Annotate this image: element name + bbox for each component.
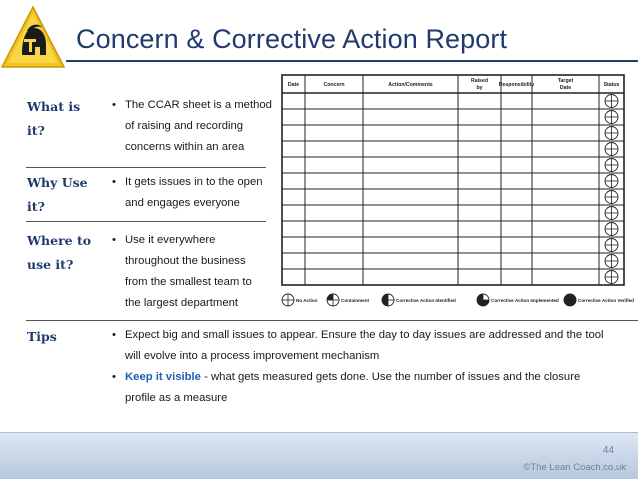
section-divider bbox=[26, 320, 638, 321]
legend-fill-quadrant bbox=[382, 294, 388, 300]
legend-fill-quadrant bbox=[382, 300, 388, 306]
section-text-where-to-use-it: • Use it everywhere throughout the business from the smallest team to the largest department bbox=[112, 230, 252, 314]
page-number: 44 bbox=[602, 445, 614, 456]
section-text-what-is-it: • The CCAR sheet is a method of raising and recording concerns within an area bbox=[112, 95, 272, 158]
section-divider bbox=[26, 221, 266, 222]
form-header-label: Date bbox=[287, 82, 300, 88]
page-title: Concern & Corrective Action Report bbox=[76, 24, 508, 54]
footer-rule bbox=[0, 432, 638, 433]
legend-label: Corrective Action Identified bbox=[396, 298, 456, 303]
bullet: • bbox=[112, 99, 116, 111]
form-header-label: Target bbox=[557, 78, 574, 84]
section-label-why-use-it: Why Use it? bbox=[27, 175, 88, 214]
helmet-triangle-icon bbox=[0, 5, 66, 71]
section-divider bbox=[26, 167, 266, 168]
title-underline bbox=[66, 60, 638, 62]
form-header-label: Responsibility bbox=[498, 82, 535, 88]
legend-label: Corrective Action Verified bbox=[578, 298, 634, 303]
keep-it-visible-emphasis: Keep it visible bbox=[125, 371, 201, 383]
legend-fill-quadrant bbox=[483, 300, 489, 306]
legend-fill-quadrant bbox=[477, 294, 483, 300]
form-header-label: Date bbox=[559, 85, 572, 91]
bullet: • bbox=[112, 234, 116, 246]
copyright: ©The Lean Coach.co.uk bbox=[523, 462, 626, 473]
ccar-form-grid bbox=[270, 71, 638, 315]
form-header-label: Concern bbox=[323, 82, 345, 88]
legend-fill-quadrant bbox=[564, 300, 570, 306]
legend-fill-quadrant bbox=[564, 294, 570, 300]
form-header-label: Status bbox=[603, 82, 620, 88]
legend-label: No Action bbox=[296, 298, 318, 303]
bullet: • bbox=[112, 329, 116, 341]
form-header-label: by bbox=[476, 85, 483, 91]
section-label-where-to-use-it: Where to use it? bbox=[27, 233, 92, 272]
section-label-what-is-it: What is it? bbox=[27, 99, 81, 138]
form-header-label: Raised bbox=[470, 78, 489, 84]
legend-label: Containment bbox=[341, 298, 370, 303]
legend-fill-quadrant bbox=[570, 294, 576, 300]
ccar-form bbox=[270, 71, 638, 315]
legend-fill-quadrant bbox=[477, 300, 483, 306]
legend-fill-quadrant bbox=[570, 300, 576, 306]
section-text-why-use-it: • It gets issues in to the open and engages everyone bbox=[112, 172, 263, 214]
lean-coach-logo bbox=[0, 5, 66, 71]
legend-label: Corrective Action Implemented bbox=[491, 298, 559, 303]
section-text-tips: • Expect big and small issues to appear. Ensure the day to day issues are addressed and the tool will evolve into a process improvement mechanism • Keep it visible - what gets measured gets done. Use the number of issues and the closure profile as a measure bbox=[112, 325, 632, 409]
form-border bbox=[282, 75, 624, 285]
bullet: • bbox=[112, 176, 116, 188]
bullet: • bbox=[112, 371, 116, 383]
form-header-label: Action/Comments bbox=[388, 82, 433, 88]
section-label-tips: Tips bbox=[27, 329, 57, 344]
legend-fill-quadrant bbox=[327, 294, 333, 300]
